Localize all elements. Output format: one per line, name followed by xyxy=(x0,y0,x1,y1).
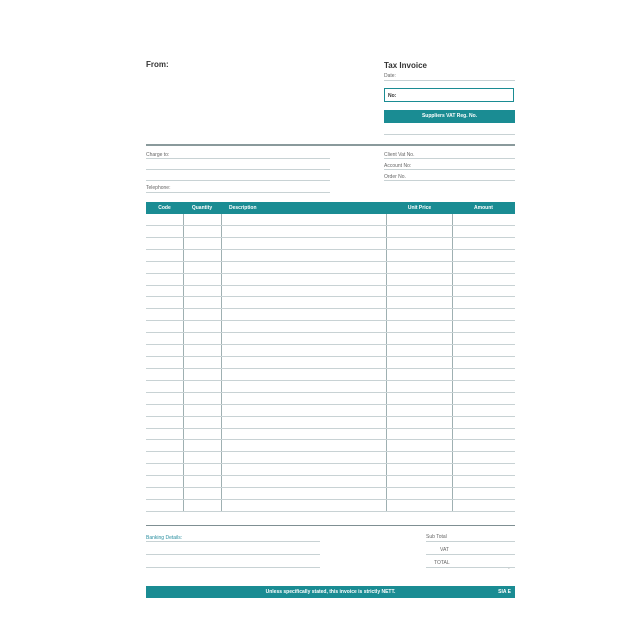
line-items-table xyxy=(146,214,515,512)
column-header-unit-price: Unit Price xyxy=(407,205,432,211)
footer-bar xyxy=(146,586,515,598)
telephone-label: Telephone: xyxy=(146,185,171,191)
column-divider xyxy=(386,214,387,512)
table-row-line xyxy=(146,332,515,333)
banking-details-label: Banking Details: xyxy=(146,535,183,541)
client-vat-label: Client Vat No. xyxy=(384,152,415,158)
table-row-line xyxy=(146,308,515,309)
table-row-line xyxy=(146,451,515,452)
client-vat-field[interactable] xyxy=(384,158,515,159)
banking-line-2[interactable] xyxy=(146,554,320,555)
from-label: From: xyxy=(146,60,169,69)
vat-reg-bar xyxy=(384,110,515,123)
table-row-line xyxy=(146,416,515,417)
no-label: No: xyxy=(388,93,397,99)
table-row-line xyxy=(146,428,515,429)
invoice-number-field[interactable] xyxy=(384,88,514,102)
table-row-line xyxy=(146,320,515,321)
vat-label: VAT xyxy=(440,547,449,553)
table-row-line xyxy=(146,356,515,357)
column-header-description: Description xyxy=(229,205,257,211)
vat-reg-field[interactable] xyxy=(384,134,515,135)
date-label: Date: xyxy=(384,73,396,79)
page-title: Tax Invoice xyxy=(384,61,427,70)
footer-note: Unless specifically stated, this invoice is strictly NETT. xyxy=(265,589,396,595)
table-row-line xyxy=(146,237,515,238)
column-divider xyxy=(221,214,222,512)
total-field[interactable] xyxy=(426,567,515,568)
table-row-line xyxy=(146,261,515,262)
column-divider xyxy=(183,214,184,512)
table-row-line xyxy=(146,404,515,405)
column-header-quantity: Quantity xyxy=(191,205,213,211)
table-row-line xyxy=(146,487,515,488)
table-row-line xyxy=(146,439,515,440)
table-row-line xyxy=(146,368,515,369)
header-divider xyxy=(146,144,515,146)
telephone-field[interactable] xyxy=(146,192,330,193)
vat-reg-label: Suppliers VAT Reg. No. xyxy=(421,113,478,119)
banking-line-1[interactable] xyxy=(146,541,320,542)
vat-field[interactable] xyxy=(426,554,515,555)
table-row-line xyxy=(146,463,515,464)
column-divider xyxy=(452,214,453,512)
charge-to-line-1[interactable] xyxy=(146,158,330,159)
charge-to-line-2[interactable] xyxy=(146,169,330,170)
order-field[interactable] xyxy=(384,180,515,181)
table-row-line xyxy=(146,344,515,345)
sub-total-label: Sub Total xyxy=(426,534,447,540)
banking-line-3[interactable] xyxy=(146,567,320,568)
account-label: Account No: xyxy=(384,163,412,169)
sub-total-field[interactable] xyxy=(426,541,515,542)
account-field[interactable] xyxy=(384,169,515,170)
small-mark: - xyxy=(508,566,510,572)
column-header-code: Code xyxy=(158,205,171,211)
table-row-line xyxy=(146,225,515,226)
table-row-line xyxy=(146,392,515,393)
charge-to-label: Charge to: xyxy=(146,152,170,158)
total-label: TOTAL xyxy=(434,560,450,566)
table-row-line xyxy=(146,475,515,476)
table-row-line xyxy=(146,273,515,274)
table-header xyxy=(146,202,515,214)
order-label: Order No. xyxy=(384,174,406,180)
column-header-amount: Amount xyxy=(474,205,493,211)
table-row-line xyxy=(146,511,515,512)
table-row-line xyxy=(146,499,515,500)
table-row-line xyxy=(146,380,515,381)
charge-to-line-3[interactable] xyxy=(146,180,330,181)
date-field[interactable] xyxy=(384,80,515,81)
table-bottom-rule xyxy=(146,525,515,526)
form-code: SIA E xyxy=(498,589,511,595)
table-row-line xyxy=(146,285,515,286)
table-row-line xyxy=(146,249,515,250)
table-row-line xyxy=(146,296,515,297)
